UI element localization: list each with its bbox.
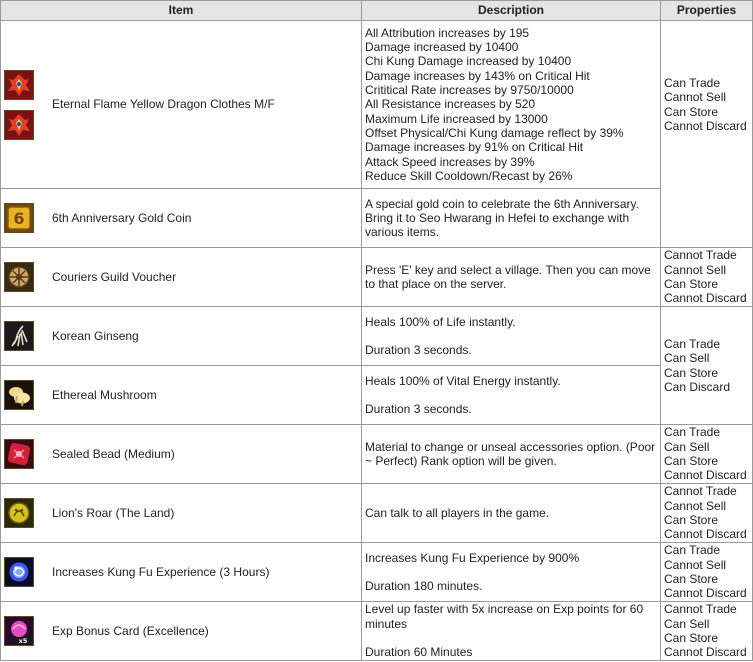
- item-cell: [1, 248, 362, 307]
- description-line: Material to change or unseal accessories option. (Poor: [365, 439, 656, 454]
- description-gap: [365, 565, 657, 579]
- property-discard: Cannot Discard: [664, 527, 747, 542]
- description-line: to that place on the server.: [365, 277, 507, 291]
- description-cell: [362, 189, 661, 248]
- description-line: Can talk to all players in the game.: [365, 505, 550, 520]
- property-discard: Cannot Discard: [664, 586, 747, 601]
- gold-coin-icon: [4, 203, 34, 233]
- description-line: Damage increased by 10400: [365, 40, 519, 55]
- property-discard: Cannot Discard: [664, 291, 747, 306]
- property-trade: Cannot Trade: [664, 602, 737, 617]
- description-line: Duration 3 seconds.: [365, 402, 472, 417]
- item-name: Korean Ginseng: [52, 328, 139, 343]
- table-row: [1, 602, 753, 661]
- item-cell: [1, 602, 362, 661]
- property-sell: Cannot Sell: [664, 90, 727, 105]
- description-cell: [362, 484, 661, 543]
- properties-cell: [661, 484, 753, 543]
- property-discard: Can Discard: [664, 379, 731, 394]
- table-row: [1, 248, 753, 307]
- property-sell: Cannot Sell: [664, 262, 727, 277]
- properties-cell: [661, 425, 753, 484]
- property-sell: Can Sell: [664, 616, 710, 631]
- table-row: [1, 366, 753, 425]
- item-cell: [1, 366, 362, 425]
- dragon-clothes-icon: [4, 70, 34, 100]
- item-name: Sealed Bead (Medium): [52, 446, 175, 461]
- description-line: ~ Perfect) Rank option will be given.: [365, 454, 557, 468]
- description-cell: [362, 425, 661, 484]
- description-gap: [365, 631, 657, 645]
- properties-cell: [661, 248, 753, 307]
- property-trade: Can Trade: [664, 76, 721, 90]
- description-line: Chi Kung Damage increased by 10400: [365, 54, 572, 69]
- property-trade: Cannot Trade: [664, 248, 737, 263]
- description-line: Duration 180 minutes.: [365, 579, 483, 594]
- property-trade: Can Trade: [664, 336, 721, 351]
- svg-text:6: 6: [13, 209, 25, 228]
- description-line: A special gold coin to celebrate the 6th Anniversary.: [365, 196, 639, 211]
- table-row: [1, 21, 753, 189]
- header-row: [1, 1, 753, 21]
- description-cell: [362, 366, 661, 425]
- description-line: Bring it to Seo Hwarang in Hefei to exchange with: [365, 210, 630, 225]
- description-cell: [362, 602, 661, 661]
- table-row: [1, 425, 753, 484]
- description-line: Increases Kung Fu Experience by 900%: [365, 550, 580, 565]
- description-line: Level up faster with 5x increase on Exp points for 60: [365, 602, 644, 617]
- property-sell: Cannot Sell: [664, 498, 727, 513]
- description-line: Heals 100% of Life instantly.: [365, 314, 516, 329]
- description-line: All Attribution increases by 195: [365, 25, 530, 40]
- dragon-clothes-icon: [4, 110, 34, 140]
- item-name: Couriers Guild Voucher: [52, 269, 177, 284]
- description-line: Damage increases by 91% on Critical Hit: [365, 140, 584, 155]
- description-line: minutes: [365, 616, 408, 631]
- item-name: Increases Kung Fu Experience (3 Hours): [52, 564, 270, 579]
- item-cell: [1, 543, 362, 602]
- item-name: Eternal Flame Yellow Dragon Clothes M/F: [52, 97, 275, 112]
- property-store: Can Store: [664, 365, 719, 380]
- properties-cell: [661, 21, 753, 248]
- description-cell: [362, 248, 661, 307]
- description-cell: [362, 543, 661, 602]
- item-cell: [1, 425, 362, 484]
- header-properties: Properties: [661, 1, 753, 21]
- property-store: Can Store: [664, 513, 719, 527]
- property-sell: Cannot Sell: [664, 557, 727, 572]
- description-cell: [362, 21, 661, 189]
- description-line: All Resistance increases by 520: [365, 97, 536, 112]
- table-row: [1, 484, 753, 543]
- property-discard: Cannot Discard: [664, 645, 747, 660]
- item-cell: [1, 21, 362, 189]
- property-trade: Can Trade: [664, 425, 721, 440]
- item-cell: [1, 484, 362, 543]
- description-line: Damage increases by 143% on Critical Hit: [365, 68, 590, 83]
- properties-cell: [661, 307, 753, 425]
- description-line: Offset Physical/Chi Kung damage reflect by 39%: [365, 125, 624, 140]
- property-sell: Can Sell: [664, 439, 710, 454]
- lions-roar-icon: [4, 498, 34, 528]
- ginseng-icon: [4, 321, 34, 351]
- exp-card-icon: [4, 616, 34, 646]
- property-store: Can Store: [664, 277, 719, 291]
- sealed-bead-icon: [4, 439, 34, 469]
- item-name: 6th Anniversary Gold Coin: [52, 210, 192, 225]
- properties-cell: [661, 543, 753, 602]
- description-line: Attack Speed increases by 39%: [365, 154, 535, 169]
- experience-orb-icon: [4, 557, 34, 587]
- description-line: Duration 60 Minutes: [365, 645, 473, 660]
- description-gap: [365, 388, 657, 402]
- item-cell: [1, 307, 362, 366]
- property-store: Can Store: [664, 572, 719, 586]
- voucher-icon: [4, 262, 34, 292]
- properties-cell: [661, 602, 753, 661]
- table-row: [1, 189, 753, 248]
- property-trade: Cannot Trade: [664, 484, 737, 499]
- item-name: Exp Bonus Card (Excellence): [52, 623, 209, 638]
- property-discard: Cannot Discard: [664, 118, 747, 133]
- item-name: Ethereal Mushroom: [52, 387, 157, 402]
- description-line: various items.: [365, 225, 440, 240]
- description-line: Duration 3 seconds.: [365, 343, 472, 358]
- description-line: Maximum Life increased by 13000: [365, 111, 548, 126]
- property-store: Can Store: [664, 631, 719, 645]
- table-row: [1, 307, 753, 366]
- header-description: Description: [362, 1, 661, 21]
- description-cell: [362, 307, 661, 366]
- table-row: [1, 543, 753, 602]
- property-store: Can Store: [664, 104, 719, 119]
- description-gap: [365, 329, 657, 343]
- item-cell: [1, 189, 362, 248]
- description-line: Press 'E' key and select a village. Then you can move: [365, 262, 651, 277]
- property-store: Can Store: [664, 454, 719, 468]
- property-trade: Can Trade: [664, 543, 721, 558]
- property-discard: Cannot Discard: [664, 468, 747, 483]
- description-line: Heals 100% of Vital Energy instantly.: [365, 373, 561, 388]
- item-name: Lion's Roar (The Land): [52, 505, 175, 520]
- svg-text:x5: x5: [18, 637, 28, 645]
- mushroom-icon: [4, 380, 34, 410]
- property-sell: Can Sell: [664, 351, 710, 366]
- header-item: Item: [1, 1, 362, 21]
- description-line: Reduce Skill Cooldown/Recast by 26%: [365, 168, 573, 183]
- description-line: Crititical Rate increases by 9750/10000: [365, 83, 574, 98]
